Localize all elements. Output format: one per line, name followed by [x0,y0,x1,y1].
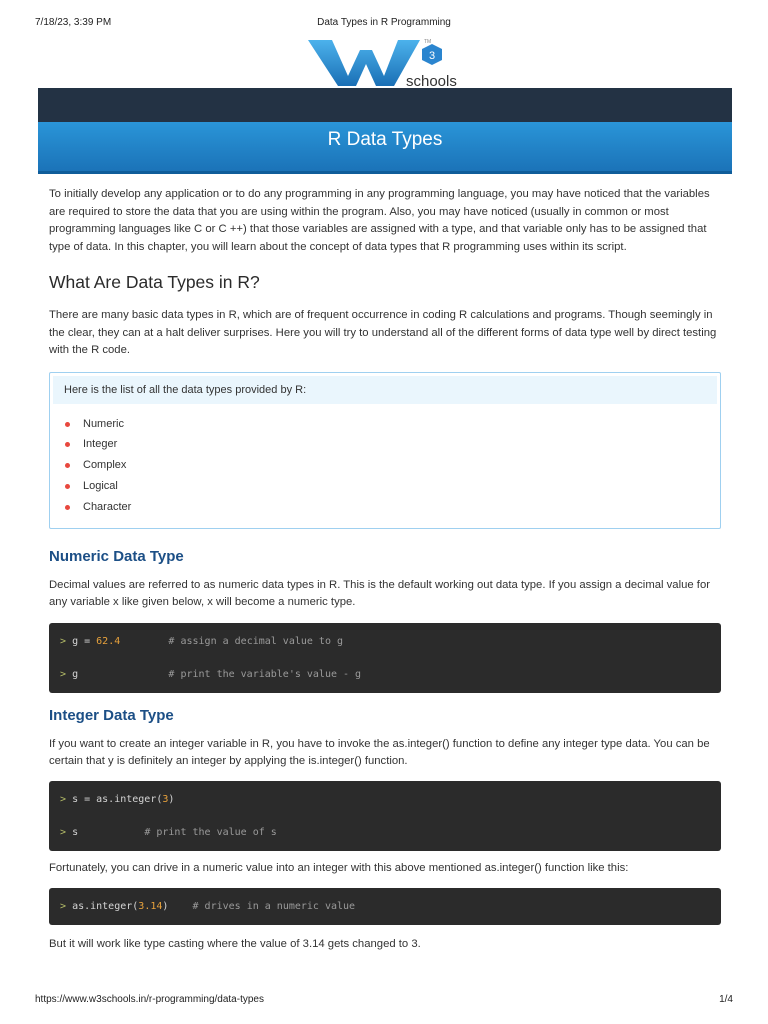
numeric-heading: Numeric Data Type [49,547,184,565]
section-paragraph: There are many basic data types in R, which are of frequent occurrence in coding R calculations and programs. Though seemingly in the clear, they can at a halt deliver surprises. Here you will try to understand all of the different forms of data type well by direct testing with the R code. [49,309,717,356]
code-line: > s = as.integer(3) [60,793,175,805]
list-item: Complex [65,455,720,476]
data-types-list-box [49,372,721,529]
integer-paragraph-2: Fortunately, you can drive in a numeric value into an integer with this above mentioned as.integer() function like this: [49,861,629,874]
as-integer-code-block[interactable] [49,888,721,925]
intro-paragraph: To initially develop any application or to do any programming in any programming language, you may have noticed that the variables are required to store the data that you are using within the program. Also, you may have noticed (usually in common or most programming languages like C or C ++) that those variables are assigned with a type, and that variable only has to be assigned that type of data. In this chapter, you will learn about the concept of data types that R programming uses within its script. [49,188,710,253]
code-line: > s # print the value of s [60,826,277,838]
list-box-heading: Here is the list of all the data types provided by R: [53,376,717,404]
list-item: Integer [65,434,720,455]
code-line: > g = 62.4 # assign a decimal value to g [60,635,344,647]
integer-paragraph-3: But it will work like type casting where the value of 3.14 gets changed to 3. [49,938,421,950]
code-line: > as.integer(3.14) # drives in a numeric value [60,901,356,912]
page-number: 1/4 [719,994,733,1005]
integer-paragraph: If you want to create an integer variable in R, you have to invoke the as.integer() function to define any integer type data. You can be certain that y is definitely an integer by applying the is.integer() function. [49,737,710,767]
list-item: Character [65,497,720,518]
print-url[interactable]: https://www.w3schools.in/r-programming/data-types [35,994,264,1005]
print-header [35,17,733,31]
list-item: Logical [65,476,720,497]
svg-text:3: 3 [428,50,436,62]
section-heading-data-types: What Are Data Types in R? [49,272,260,292]
code-line: > g # print the variable's value - g [60,668,362,680]
print-title: Data Types in R Programming [317,17,451,28]
page-title: R Data Types [327,129,443,150]
integer-heading: Integer Data Type [49,706,174,724]
w3schools-logo[interactable] [306,38,466,88]
top-navbar [38,88,732,122]
logo-tm: TM [424,39,432,45]
numeric-paragraph: Decimal values are referred to as numeric data types in R. This is the default working out data type. If you assign a decimal value for any variable x like given below, x will become a numeric type. [49,578,710,608]
integer-code-block[interactable] [49,781,721,851]
page-banner [38,122,732,174]
print-date: 7/18/23, 3:39 PM [35,17,112,28]
numeric-code-block[interactable] [49,623,721,693]
logo-text: schools [406,73,457,88]
logo-badge [422,44,442,65]
print-footer [35,994,733,1008]
data-types-list [50,414,720,518]
list-item: Numeric [65,414,720,435]
article-content [49,186,721,954]
